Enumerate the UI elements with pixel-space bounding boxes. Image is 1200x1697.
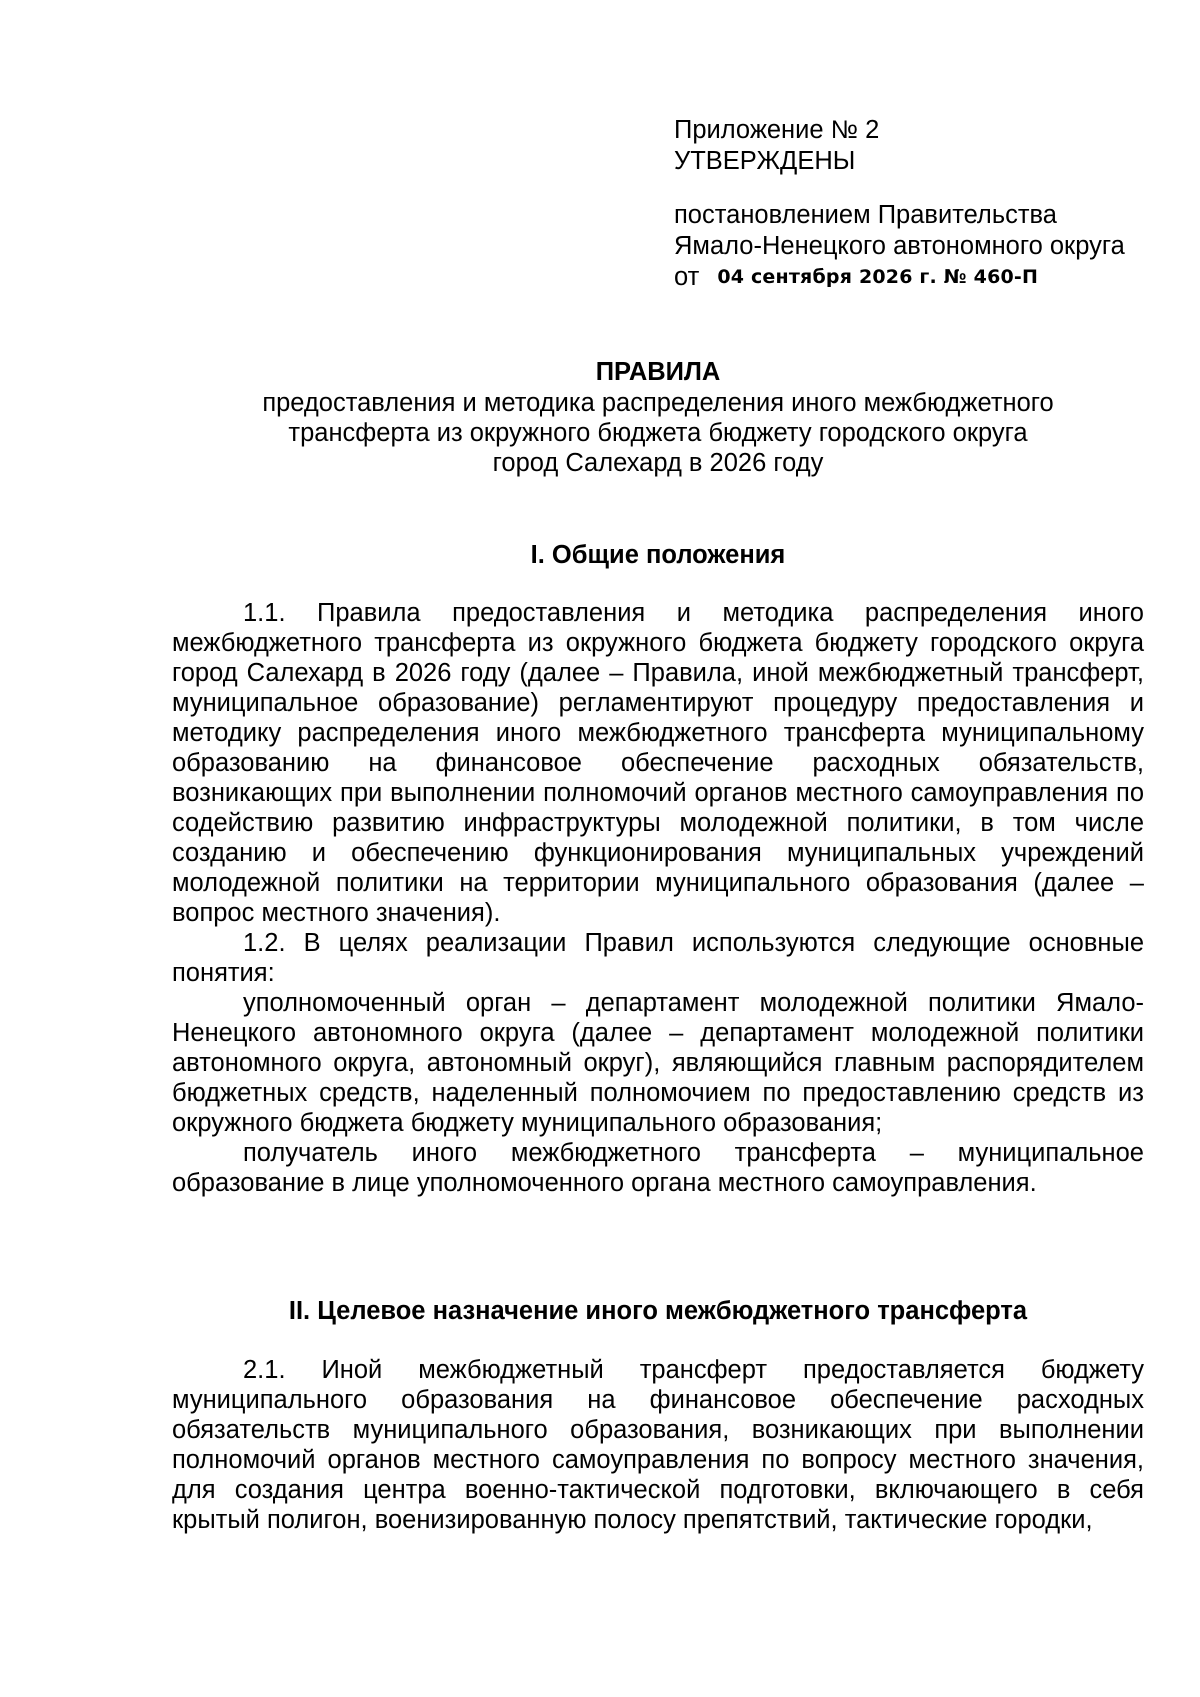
date-stamp: 04 сентября 2026 г. № 460-П bbox=[717, 266, 1039, 288]
section-1-body bbox=[172, 598, 1144, 1198]
paragraph-1-2: 1.2. В целях реализации Правил используются следующие основные понятия: bbox=[172, 929, 1144, 987]
paragraph-2-1: 2.1. Иной межбюджетный трансферт предоставляется бюджету муниципального образования на финансовое обеспечение расходных обязательств муниципального образования, возникающих при выполнении полномочий органов местного самоуправления по вопросу местного значения, для создания центра военно-тактической подготовки, включающего в себя крытый полигон, военизированную полосу препятствий, тактические городки, bbox=[172, 1356, 1144, 1534]
title-line-1: предоставления и методика распределения иного межбюджетного bbox=[262, 389, 1054, 417]
paragraph-1-1: 1.1. Правила предоставления и методика распределения иного межбюджетного трансферта из окружного бюджета бюджету городского округа город Салехард в 2026 году (далее – Правила, иной межбюджетный трансферт, муниципальное образование) регламентируют процедуру предоставления и методику распределения иного межбюджетного трансферта муниципальному образованию на финансовое обеспечение расходных обязательств, возникающих при выполнении полномочий органов местного самоуправления по содействию развитию инфраструктуры молодежной политики, в том числе созданию и обеспечению функционирования муниципальных учреждений молодежной политики на территории муниципального образования (далее – вопрос местного значения). bbox=[172, 599, 1144, 927]
resolution-line: постановлением Правительства bbox=[674, 201, 1057, 229]
approved-label: УТВЕРЖДЕНЫ bbox=[674, 147, 856, 175]
government-line: Ямало-Ненецкого автономного округа bbox=[674, 232, 1125, 260]
section-heading-2: II. Целевое назначение иного межбюджетного трансферта bbox=[288, 1297, 1028, 1325]
title-line-2: трансферта из окружного бюджета бюджету городского округа bbox=[288, 419, 1028, 447]
title-main: ПРАВИЛА bbox=[595, 358, 721, 386]
section-heading-1: I. Общие положения bbox=[530, 541, 786, 569]
document-title bbox=[172, 357, 1144, 478]
spacer bbox=[674, 177, 1174, 200]
date-row bbox=[674, 262, 1174, 295]
attachment-number: Приложение № 2 bbox=[674, 116, 880, 144]
title-line-3: город Салехард в 2026 году bbox=[492, 449, 824, 477]
paragraph-1-4: получатель иного межбюджетного трансферта – муниципальное образование в лице уполномоченного органа местного самоуправления. bbox=[172, 1139, 1144, 1197]
attachment-block bbox=[674, 115, 1174, 295]
section-2-body bbox=[172, 1355, 1144, 1535]
date-prefix: от bbox=[674, 263, 700, 291]
paragraph-1-3: уполномоченный орган – департамент молодежной политики Ямало-Ненецкого автономного округа (далее – департамент молодежной политики автономного округа, автономный округ), являющийся главным распорядителем бюджетных средств, наделенный полномочием по предоставлению средств из окружного бюджета бюджету муниципального образования; bbox=[172, 989, 1144, 1137]
